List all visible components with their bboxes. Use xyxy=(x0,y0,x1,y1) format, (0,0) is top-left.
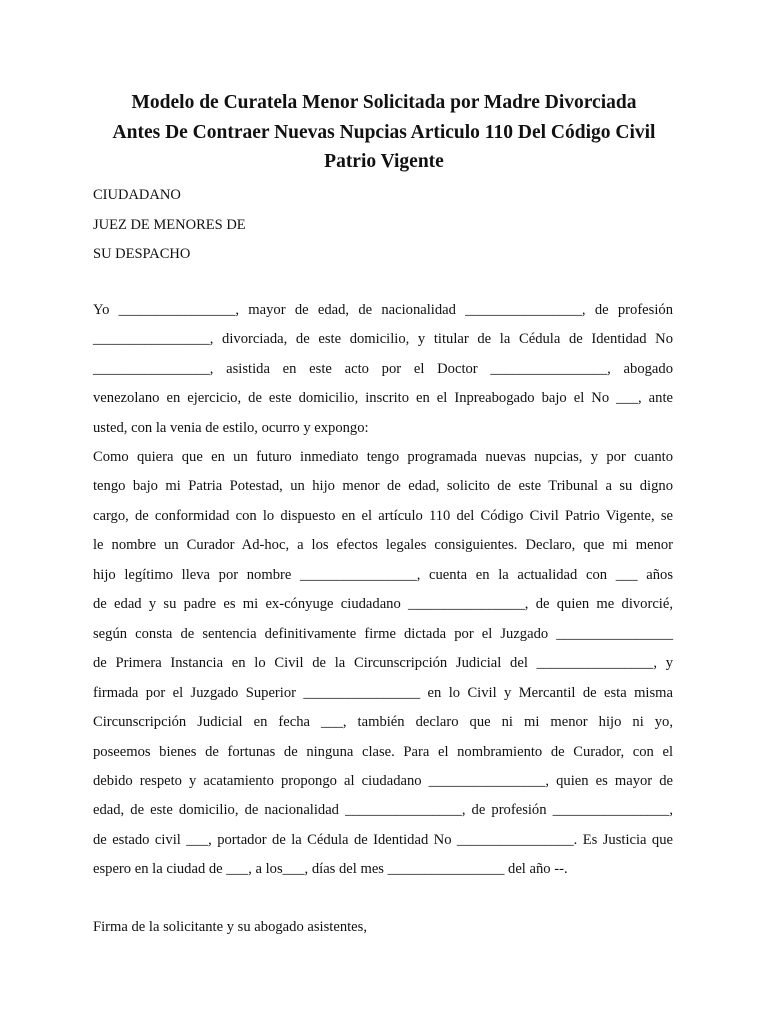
text-line: de estado civil ___, portador de la Cédula de Identidad No ________________. Es Justicia que xyxy=(93,831,673,848)
text-line: usted, con la venia de estilo, ocurro y expongo: xyxy=(93,419,369,436)
text-line: de Primera Instancia en lo Civil de la Circunscripción Judicial del ________________, y xyxy=(93,655,673,672)
text-line: tengo bajo mi Patria Potestad, un hijo menor de edad, solicito de este Tribunal a su digno xyxy=(93,478,673,495)
text-line: venezolano en ejercicio, de este domicilio, inscrito en el Inpreabogado bajo el No ___, ante xyxy=(93,390,673,407)
signature-line: Firma de la solicitante y su abogado asistentes, xyxy=(93,919,367,935)
text-line: firmada por el Juzgado Superior ________________ en lo Civil y Mercantil de esta misma xyxy=(93,684,673,701)
paragraph-intro xyxy=(93,296,673,443)
title-line: Patrio Vigente xyxy=(324,151,444,172)
title-line: Antes De Contraer Nuevas Nupcias Articulo 110 Del Código Civil xyxy=(112,121,656,143)
text-line: edad, de este domicilio, de nacionalidad ________________, de profesión ________________, xyxy=(93,802,673,819)
title-line: Modelo de Curatela Menor Solicitada por Madre Divorciada xyxy=(131,92,637,113)
text-line: cargo, de conformidad con lo dispuesto en el artículo 110 del Código Civil Patrio Vigente, se xyxy=(93,507,673,524)
text-line: Como quiera que en un futuro inmediato tengo programada nuevas nupcias, y por cuanto xyxy=(93,449,673,465)
text-line: debido respeto y acatamiento propongo al ciudadano ________________, quien es mayor de xyxy=(93,772,673,789)
addressee-line: JUEZ DE MENORES DE xyxy=(93,216,246,233)
addressee-line: SU DESPACHO xyxy=(93,246,191,262)
text-line: de edad y su padre es mi ex-cónyuge ciudadano ________________, de quien me divorcié, xyxy=(93,596,673,613)
text-line: poseemos bienes de fortunas de ninguna clase. Para el nombramiento de Curador, con el xyxy=(93,743,673,760)
text-line: según consta de sentencia definitivamente firme dictada por el Juzgado ________________ xyxy=(93,625,673,642)
text-line: ________________, divorciada, de este domicilio, y titular de la Cédula de Identidad No xyxy=(93,331,673,348)
text-line: Circunscripción Judicial en fecha ___, también declaro que ni mi menor hijo ni yo, xyxy=(93,714,673,731)
paragraph-body xyxy=(93,443,673,885)
addressee-line: CIUDADANO xyxy=(93,187,181,203)
text-line: ________________, asistida en este acto por el Doctor ________________, abogado xyxy=(93,360,673,377)
text-line: le nombre un Curador Ad-hoc, a los efectos legales consiguientes. Declaro, que mi menor xyxy=(93,537,673,554)
text-line: espero en la ciudad de ___, a los___, días del mes ________________ del año --. xyxy=(93,861,568,878)
document-title xyxy=(80,88,688,177)
text-line: hijo legítimo lleva por nombre ________________, cuenta en la actualidad con ___ años xyxy=(93,566,673,583)
text-line: Yo ________________, mayor de edad, de nacionalidad ________________, de profesión xyxy=(93,302,673,318)
addressee-block xyxy=(93,181,246,270)
